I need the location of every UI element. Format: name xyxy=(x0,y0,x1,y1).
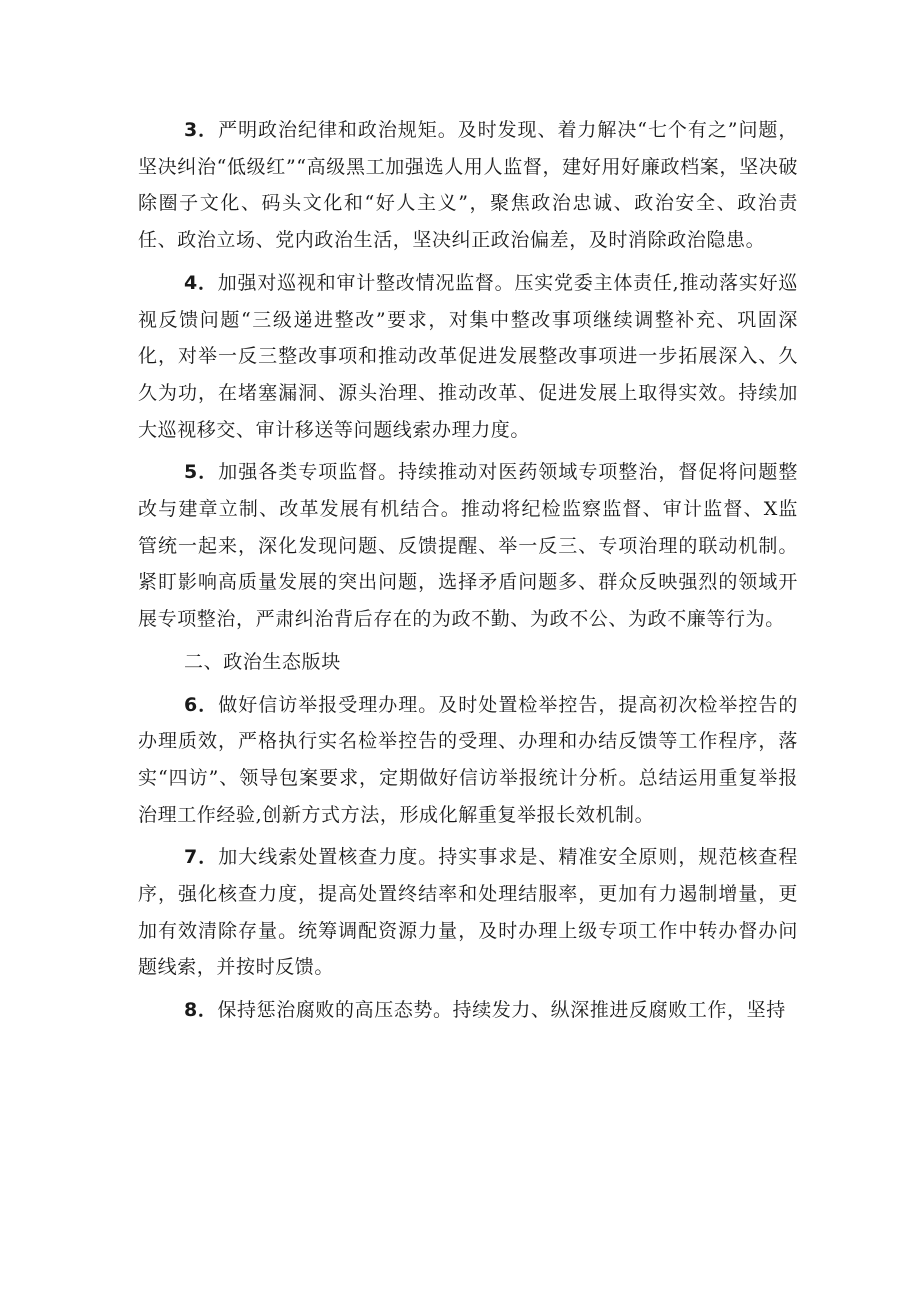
paragraph-number: 3． xyxy=(184,119,219,141)
document-page xyxy=(138,112,798,1035)
paragraph-number: 7． xyxy=(184,846,219,869)
paragraph-text: 加强各类专项监督。持续推动对医药领域专项整治，督促将问题整改与建章立制、改革发展有机结合。推动将纪检监察监督、审计监督、X监管统一起来，深化发现问题、反馈提醒、举一反三、专项治理的联动机制。紧盯影响高质量发展的突出问题，选择矛盾问题多、群众反映强烈的领域开展专项整治，严肃纠治背后存在的为政不勤、为政不公、为政不廉等行为。 xyxy=(138,461,798,631)
paragraph-number: 8． xyxy=(184,999,218,1022)
paragraph-number: 5． xyxy=(184,461,219,484)
paragraph-6 xyxy=(138,687,798,834)
paragraph-8 xyxy=(138,992,798,1029)
paragraph-number: 6． xyxy=(184,693,219,716)
paragraph-text: 加大线索处置核查力度。持实事求是、精准安全原则，规范核查程序，强化核查力度，提高处置终结率和处理结服率，更加有力遏制增量，更加有效清除存量。统筹调配资源力量，及时办理上级专项工作中转办督办问题线索，并按时反馈。 xyxy=(138,846,798,979)
paragraph-5 xyxy=(138,454,798,638)
section-heading: 二、政治生态版块 xyxy=(184,650,341,673)
paragraph-text: 加强对巡视和审计整改情况监督。压实党委主体责任,推动落实好巡视反馈问题“三级递进整改”要求，对集中整改事项继续调整补充、巩固深化，对举一反三整改事项和推动改革促进发展整改事项进一步拓展深入、久久为功，在堵塞漏洞、源头治理、推动改革、促进发展上取得实效。持续加大巡视移交、审计移送等问题线索办理力度。 xyxy=(138,271,798,441)
paragraph-text: 严明政治纪律和政治规矩。及时发现、着力解决“七个有之”问题，坚决纠治“低级红”“高级黑工加强选人用人监督，建好用好廉政档案，坚决破除圈子文化、码头文化和“好人主义”，聚焦政治忠诚、政治安全、政治责任、政治立场、党内政治生活，坚决纠正政治偏差，及时消除政治隐患。 xyxy=(138,119,798,252)
paragraph-text: 保持惩治腐败的高压态势。持续发力、纵深推进反腐败工作，坚持 xyxy=(217,999,786,1022)
paragraph-number: 4． xyxy=(184,271,218,294)
paragraph-text: 做好信访举报受理办理。及时处置检举控告，提高初次检举控告的办理质效，严格执行实名检举控告的受理、办理和办结反馈等工作程序，落实“四访”、领导包案要求，定期做好信访举报统计分析。总结运用重复举报治理工作经验,创新方式方法，形成化解重复举报长效机制。 xyxy=(138,693,798,826)
paragraph-4 xyxy=(138,265,798,449)
paragraph-7 xyxy=(138,839,798,986)
paragraph-3 xyxy=(138,112,798,259)
